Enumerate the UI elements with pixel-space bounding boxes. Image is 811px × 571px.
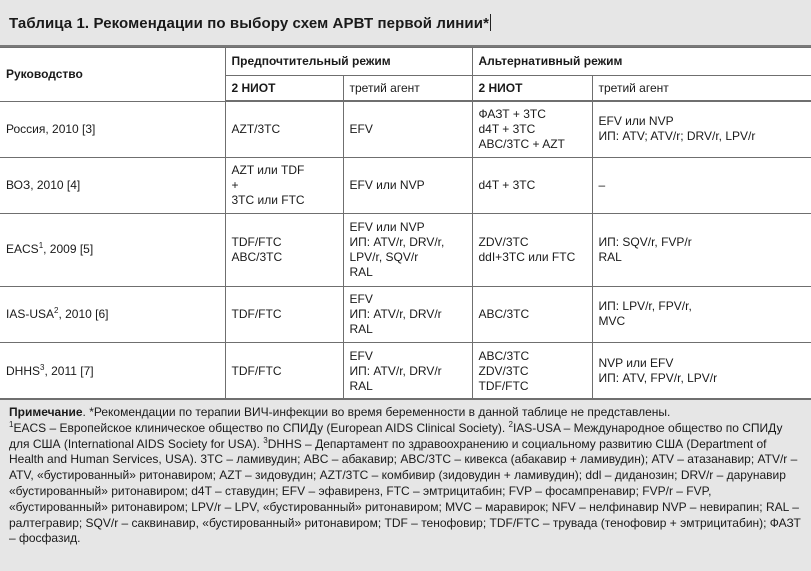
table-notes (0, 398, 811, 571)
guide-cell: DHHS$^3$, 2011 [7] (0, 342, 225, 400)
alt-niot-cell: ZDV/3TC ddI+3TC или FTC (472, 213, 592, 286)
pref-niot-cell: TDF/FTC (225, 286, 343, 342)
table-row (0, 213, 811, 286)
table-row (0, 157, 811, 213)
subheader-alt-niot: 2 НИОТ (472, 76, 592, 102)
alt-third-cell: NVP или EFV ИП: ATV, FPV/r, LPV/r (592, 342, 811, 400)
alt-third-cell: – (592, 157, 811, 213)
alt-niot-cell: ABC/3TC ZDV/3TC TDF/FTC (472, 342, 592, 400)
pref-niot-cell: AZT/3TC (225, 101, 343, 157)
guide-cell: ВОЗ, 2010 [4] (0, 157, 225, 213)
alt-niot-cell: ФАЗТ + 3TC d4T + 3TC ABC/3TC + AZT (472, 101, 592, 157)
pref-third-cell: EFV ИП: ATV/r, DRV/r RAL (343, 342, 472, 400)
pref-third-cell: EFV или NVP ИП: ATV/r, DRV/r, LPV/r, SQV/r RAL (343, 213, 472, 286)
text-cursor (490, 14, 491, 31)
alt-third-cell: ИП: LPV/r, FPV/r, MVC (592, 286, 811, 342)
subheader-alt-third: третий агент (592, 76, 811, 102)
table-caption-bar (0, 0, 811, 47)
subheader-pref-third: третий агент (343, 76, 472, 102)
table-row (0, 101, 811, 157)
table-caption[interactable]: Таблица 1. Рекомендации по выбору схем АРВТ первой линии* (9, 15, 490, 32)
pref-third-cell: EFV ИП: ATV/r, DRV/r RAL (343, 286, 472, 342)
header-guide: Руководство (0, 48, 225, 102)
table-row (0, 342, 811, 400)
pref-third-cell: EFV или NVP (343, 157, 472, 213)
table-row (0, 286, 811, 342)
alt-third-cell: EFV или NVP ИП: ATV; ATV/r; DRV/r, LPV/r (592, 101, 811, 157)
guide-cell: EACS$^1$, 2009 [5] (0, 213, 225, 286)
pref-niot-cell: TDF/FTC (225, 342, 343, 400)
arv-table (0, 47, 811, 401)
pref-third-cell: EFV (343, 101, 472, 157)
alt-third-cell: ИП: SQV/r, FVP/r RAL (592, 213, 811, 286)
notes-paragraph: Примечание. *Рекомендации по терапии ВИЧ-инфекции во время беременности в данной таблице не представлены. $^1$EACS – Европейское клиническое общество по СПИДу (European AIDS Clinical Society). $^2$IAS-USA – Международное общество по СПИДу для США (International AIDS Society for USA). $^3$DHHS – Департамент по здравоохранению и социальному развитию США (Department of Health and Human Services, USA). 3TC – ламивудин; ABC – абакавир; ABC/3TC – кивекса (абакавир + ламивудин); ATV – атазанавир; ATV/r – ATV, «бустированный» ритонавиром; AZT – зидовудин; AZT/3TC – комбивир (зидовудин + ламивудин); ddl – диданозин; DRV/r – дарунавир «бустированный» ритонавиром; d4T – ставудин; EFV – эфавиренз, FTC – эмтрицитабин; FVP – фосампренавир; FVP/r – FVP, «бустированный» ритонавиром; LPV/r – LPV, «бустированный» ритонавиром; MVC – маравирок; NFV – нелфинавир NVP – невирапин; RAL – ралтегравир; SQV/r – саквинавир, «бустированный» ритонавиром; TDF – тенофовир; TDF/FTC – трувада (тенофовир + эмтрицитабин); ФАЗТ – фосфазид. (9, 405, 801, 546)
header-preferred: Предпочтительный режим (225, 48, 472, 76)
guide-cell: IAS-USA$^2$, 2010 [6] (0, 286, 225, 342)
notes-label: Примечание (9, 405, 83, 419)
subheader-pref-niot: 2 НИОТ (225, 76, 343, 102)
guide-cell: Россия, 2010 [3] (0, 101, 225, 157)
pref-niot-cell: TDF/FTC ABC/3TC (225, 213, 343, 286)
pref-niot-cell: AZT или TDF + 3TC или FTC (225, 157, 343, 213)
alt-niot-cell: d4T + 3TC (472, 157, 592, 213)
header-alternative: Альтернативный режим (472, 48, 811, 76)
alt-niot-cell: ABC/3TC (472, 286, 592, 342)
